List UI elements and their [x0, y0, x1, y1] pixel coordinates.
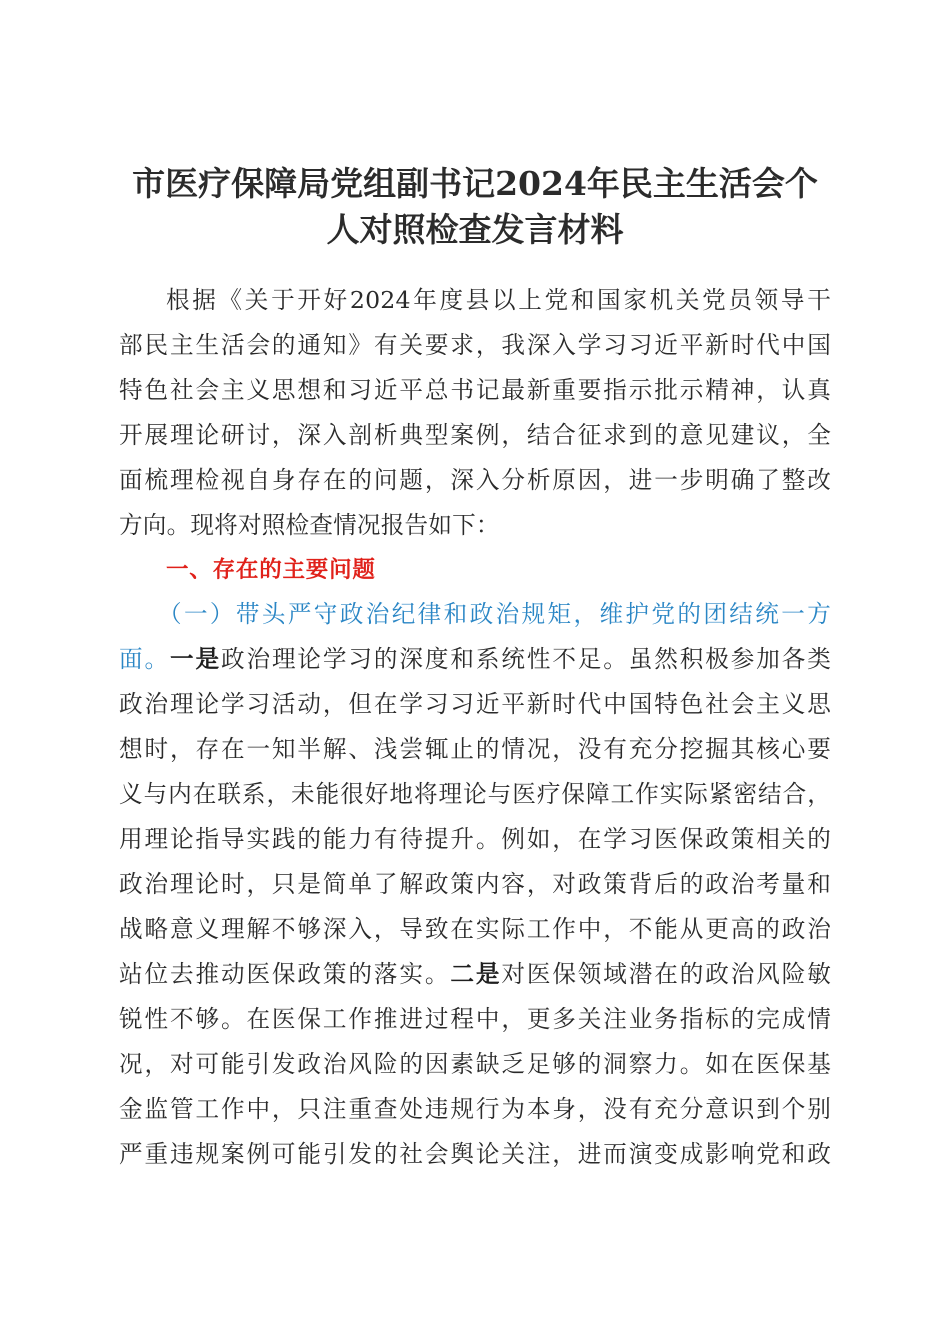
paragraph-line — [119, 643, 831, 675]
paragraph-line: 想时，存在一知半解、浅尝辄止的情况，没有充分挖掘其核心要 — [119, 735, 831, 763]
paragraph-line: 况，对可能引发政治风险的因素缺乏足够的洞察力。如在医保基 — [119, 1050, 831, 1078]
intro-line: 根据《关于开好2024年度县以上党和国家机关党员领导干 — [166, 286, 831, 314]
point-text: 对医保领域潜在的政治风险敏 — [501, 960, 831, 988]
paragraph-line: 金监管工作中，只注重查处违规行为本身，没有充分意识到个别 — [119, 1095, 831, 1123]
point-text: 站位去推动医保政策的落实。 — [119, 960, 451, 988]
intro-line: 开展理论研讨，深入剖析典型案例，结合征求到的意见建议，全 — [119, 421, 831, 449]
paragraph-line: 义与内在联系，未能很好地将理论与医疗保障工作实际紧密结合， — [119, 780, 831, 808]
section-heading: 一、存在的主要问题 — [166, 557, 376, 583]
paragraph-line: 战略意义理解不够深入，导致在实际工作中，不能从更高的政治 — [119, 915, 831, 943]
point-marker: 一是 — [169, 645, 221, 673]
paragraph-line: 用理论指导实践的能力有待提升。例如，在学习医保政策相关的 — [119, 825, 831, 853]
document-title-line-1: 市医疗保障局党组副书记2024年民主生活会个 — [132, 164, 818, 203]
paragraph-line: 锐性不够。在医保工作推进过程中，更多关注业务指标的完成情 — [119, 1005, 831, 1033]
intro-line: 面梳理检视自身存在的问题，深入分析原因，进一步明确了整改 — [119, 466, 831, 494]
point-marker: 二是 — [450, 960, 502, 988]
intro-line: 部民主生活会的通知》有关要求，我深入学习习近平新时代中国 — [119, 331, 831, 359]
subsection-heading: （一）带头严守政治纪律和政治规矩，维护党的团结统一方 — [158, 600, 831, 628]
paragraph-line — [119, 958, 831, 990]
paragraph-line: 政治理论时，只是简单了解政策内容，对政策背后的政治考量和 — [119, 870, 831, 898]
document-title-line-2: 人对照检查发言材料 — [326, 210, 624, 249]
subsection-heading-end: 面。 — [119, 645, 170, 673]
intro-line: 方向。现将对照检查情况报告如下： — [119, 511, 500, 539]
paragraph-line: 严重违规案例可能引发的社会舆论关注，进而演变成影响党和政 — [119, 1140, 831, 1168]
paragraph-line: 政治理论学习活动，但在学习习近平新时代中国特色社会主义思 — [119, 690, 831, 718]
intro-line: 特色社会主义思想和习近平总书记最新重要指示批示精神，认真 — [119, 376, 831, 404]
point-text: 政治理论学习的深度和系统性不足。虽然积极参加各类 — [220, 645, 831, 673]
